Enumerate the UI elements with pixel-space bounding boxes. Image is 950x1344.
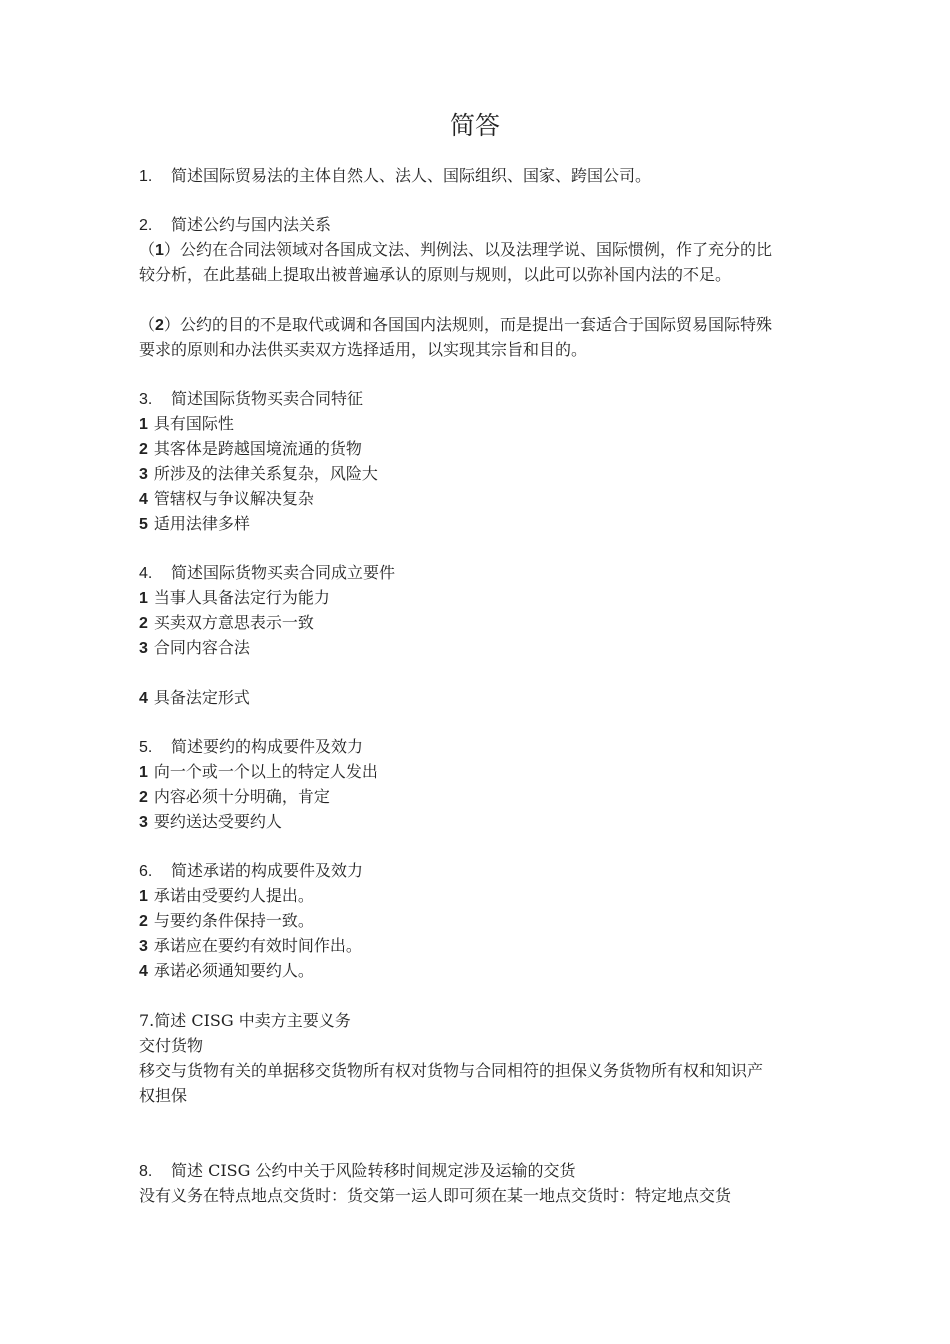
item-number: 3 bbox=[139, 640, 148, 657]
item-number: 1 bbox=[139, 764, 148, 781]
question-number: 6. bbox=[139, 863, 153, 880]
answer-paragraph: （2）公约的目的不是取代或调和各国国内法规则，而是提出一套适合于国际贸易国际特殊 bbox=[139, 315, 772, 334]
item-number: 4 bbox=[139, 690, 148, 707]
item-number: 5 bbox=[139, 516, 148, 533]
item-number: 2 bbox=[139, 441, 148, 458]
question-8 bbox=[139, 1158, 819, 1184]
list-item bbox=[139, 585, 819, 611]
item-number: 1 bbox=[139, 416, 148, 433]
item-text: 管辖权与争议解决复杂 bbox=[153, 489, 314, 508]
item-text: 适用法律多样 bbox=[153, 514, 250, 533]
question-2 bbox=[139, 212, 819, 238]
question-7: 7.简述 CISG 中卖方主要义务 bbox=[139, 1011, 351, 1030]
item-number: 3 bbox=[139, 938, 148, 955]
item-text: 具有国际性 bbox=[153, 414, 234, 433]
answer-text: 交付货物 bbox=[139, 1036, 204, 1055]
question-number: 3. bbox=[139, 391, 153, 408]
list-item bbox=[139, 486, 819, 512]
question-number: 2. bbox=[139, 217, 153, 234]
item-number: 3 bbox=[139, 814, 148, 831]
answer-text: 没有义务在特点地点交货时：货交第一运人即可须在某一地点交货时：特定地点交货 bbox=[139, 1186, 732, 1205]
list-item bbox=[139, 908, 819, 934]
item-number: 2 bbox=[139, 913, 148, 930]
answer-text: 较分析，在此基础上提取出被普遍承认的原则与规则，以此可以弥补国内法的不足。 bbox=[139, 265, 732, 284]
list-item bbox=[139, 635, 819, 661]
answer-text: 公约在合同法领域对各国成文法、判例法、以及法理学说、国际惯例，作了充分的比 bbox=[179, 240, 772, 259]
question-6 bbox=[139, 858, 819, 884]
question-text: 简述国际贸易法的主体自然人、法人、国际组织、国家、跨国公司。 bbox=[171, 166, 652, 185]
item-text: 承诺由受要约人提出。 bbox=[153, 886, 314, 905]
list-item bbox=[139, 610, 819, 636]
question-text: 简述 CISG 公约中关于风险转移时间规定涉及运输的交货 bbox=[171, 1161, 576, 1180]
question-1 bbox=[139, 163, 819, 189]
list-item bbox=[139, 685, 819, 711]
question-text: 简述公约与国内法关系 bbox=[171, 215, 332, 234]
question-number: 4. bbox=[139, 565, 153, 582]
item-text: 具备法定形式 bbox=[153, 688, 250, 707]
list-item bbox=[139, 883, 819, 909]
question-5 bbox=[139, 734, 819, 760]
item-number: 4 bbox=[139, 963, 148, 980]
question-3 bbox=[139, 386, 819, 412]
paragraph-number: 1 bbox=[155, 242, 164, 259]
list-item bbox=[139, 809, 819, 835]
item-text: 其客体是跨越国境流通的货物 bbox=[153, 439, 362, 458]
item-text: 买卖双方意思表示一致 bbox=[153, 613, 314, 632]
item-text: 当事人具备法定行为能力 bbox=[153, 588, 330, 607]
list-item bbox=[139, 436, 819, 462]
item-number: 3 bbox=[139, 466, 148, 483]
item-text: 与要约条件保持一致。 bbox=[153, 911, 314, 930]
item-text: 所涉及的法律关系复杂，风险大 bbox=[153, 464, 378, 483]
item-number: 2 bbox=[139, 789, 148, 806]
item-number: 1 bbox=[139, 590, 148, 607]
question-text: 简述承诺的构成要件及效力 bbox=[171, 861, 364, 880]
question-text: 简述要约的构成要件及效力 bbox=[171, 737, 364, 756]
answer-text: 要求的原则和办法供买卖双方选择适用，以实现其宗旨和目的。 bbox=[139, 340, 588, 359]
list-item bbox=[139, 933, 819, 959]
item-number: 2 bbox=[139, 615, 148, 632]
question-4 bbox=[139, 560, 819, 586]
item-number: 1 bbox=[139, 888, 148, 905]
item-text: 内容必须十分明确，肯定 bbox=[153, 787, 330, 806]
question-number: 5. bbox=[139, 739, 153, 756]
list-item bbox=[139, 461, 819, 487]
answer-text: 权担保 bbox=[139, 1086, 188, 1105]
question-number: 1. bbox=[139, 168, 153, 185]
answer-paragraph: （1）公约在合同法领域对各国成文法、判例法、以及法理学说、国际惯例，作了充分的比 bbox=[139, 240, 772, 259]
question-number: 8. bbox=[139, 1163, 153, 1180]
item-number: 4 bbox=[139, 491, 148, 508]
item-text: 承诺应在要约有效时间作出。 bbox=[153, 936, 362, 955]
paragraph-number: 2 bbox=[155, 317, 164, 334]
item-text: 要约送达受要约人 bbox=[153, 812, 282, 831]
list-item bbox=[139, 511, 819, 537]
question-text: 简述国际货物买卖合同特征 bbox=[171, 389, 364, 408]
item-text: 向一个或一个以上的特定人发出 bbox=[153, 762, 378, 781]
list-item bbox=[139, 759, 819, 785]
item-text: 合同内容合法 bbox=[153, 638, 250, 657]
page-title: 简答 bbox=[449, 111, 500, 140]
list-item bbox=[139, 411, 819, 437]
answer-text: 移交与货物有关的单据移交货物所有权对货物与合同相符的担保义务货物所有权和知识产 bbox=[139, 1061, 764, 1080]
answer-text: 公约的目的不是取代或调和各国国内法规则，而是提出一套适合于国际贸易国际特殊 bbox=[179, 315, 772, 334]
item-text: 承诺必须通知要约人。 bbox=[153, 961, 314, 980]
list-item bbox=[139, 784, 819, 810]
question-text: 简述国际货物买卖合同成立要件 bbox=[171, 563, 396, 582]
list-item bbox=[139, 958, 819, 984]
